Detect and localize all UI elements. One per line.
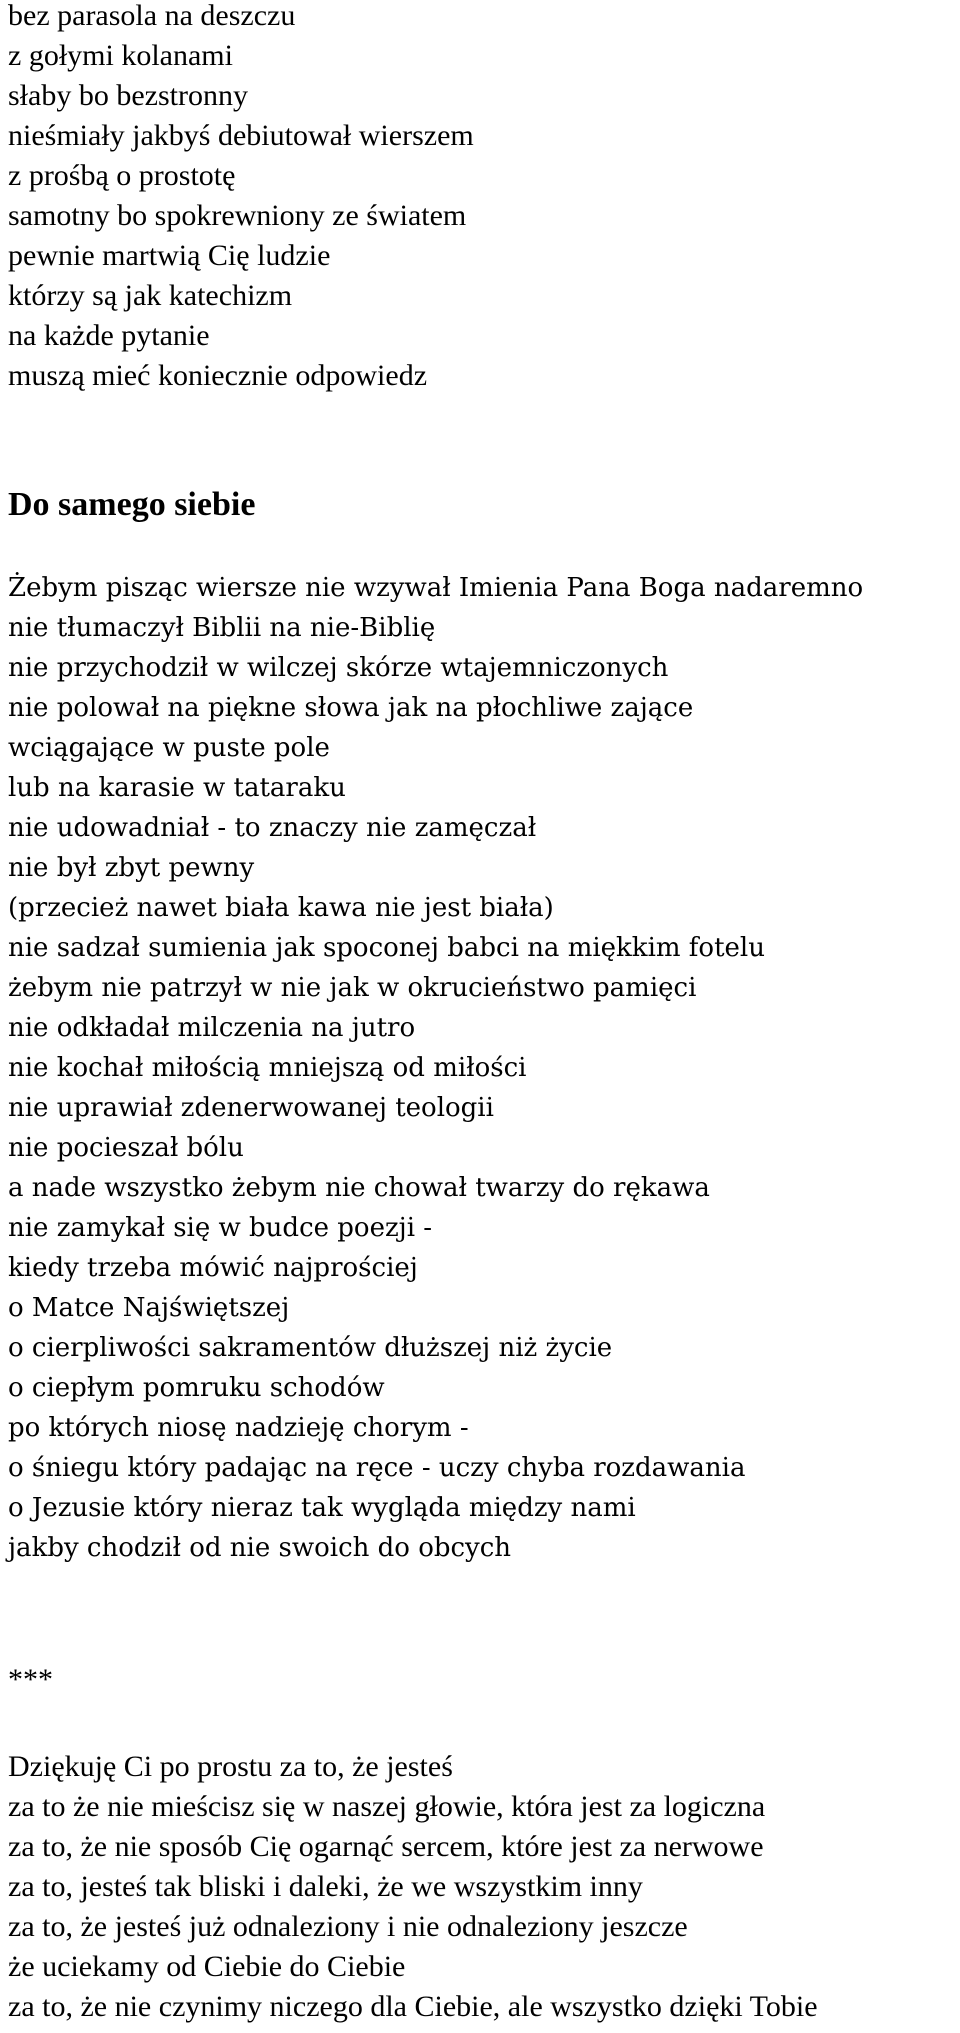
poem-line: z prośbą o prostotę (8, 159, 236, 192)
poem-line: nie przychodził w wilczej skórze wtajemniczonych (8, 653, 669, 683)
poem-line: za to, że nie czynimy niczego dla Ciebie, ale wszystko dzięki Tobie (8, 1990, 818, 2023)
poem-line: a nade wszystko żebym nie chował twarzy do rękawa (8, 1173, 710, 1203)
poem-line: o śniegu który padając na ręce - uczy chyba rozdawania (8, 1453, 746, 1483)
poem-line: nie zamykał się w budce poezji - (8, 1213, 433, 1243)
poem-line: nieśmiały jakbyś debiutował wierszem (8, 119, 474, 152)
poem-line: po których niosę nadzieję chorym - (8, 1413, 469, 1443)
poem-line: nie uprawiał zdenerwowanej teologii (8, 1093, 494, 1123)
poem-line: muszą mieć koniecznie odpowiedz (8, 359, 428, 392)
poem-line: o ciepłym pomruku schodów (8, 1373, 385, 1403)
poem-line: nie sadzał sumienia jak spoconej babci na miękkim fotelu (8, 933, 765, 963)
poem-line: nie odkładał milczenia na jutro (8, 1013, 416, 1043)
poem-line: żebym nie patrzył w nie jak w okrucieństwo pamięci (8, 973, 697, 1003)
poem-line: nie tłumaczył Biblii na nie-Biblię (8, 613, 436, 643)
poem-line: kiedy trzeba mówić najprościej (8, 1253, 418, 1283)
poem-line: z gołymi kolanami (8, 39, 233, 72)
poem-line: Żebym pisząc wiersze nie wzywał Imienia Pana Boga nadaremno (8, 573, 864, 603)
poem-line: słaby bo bezstronny (8, 79, 248, 112)
poem-line: nie kochał miłością mniejszą od miłości (8, 1053, 527, 1083)
poem-line: na każde pytanie (8, 319, 210, 352)
poem-line: że uciekamy od Ciebie do Ciebie (8, 1950, 406, 1983)
poem-line: za to, że jesteś już odnaleziony i nie odnaleziony jeszcze (8, 1910, 688, 1943)
poem-line: pewnie martwią Cię ludzie (8, 239, 331, 272)
poem-separator: *** (8, 1663, 53, 1696)
poem-1 (8, 0, 474, 396)
poem-line: nie pocieszał bólu (8, 1133, 244, 1163)
poem-2 (8, 568, 863, 1568)
poem-line: samotny bo spokrewniony ze światem (8, 199, 467, 232)
poem-line: którzy są jak katechizm (8, 279, 293, 312)
poem-3 (8, 1747, 818, 2027)
poem-line: nie polował na piękne słowa jak na płochliwe zające (8, 693, 694, 723)
poem-line: nie był zbyt pewny (8, 853, 255, 883)
poem-2-title: Do samego siebie (8, 486, 256, 523)
poem-line: za to, jesteś tak bliski i daleki, że we wszystkim inny (8, 1870, 643, 1903)
poem-line: o cierpliwości sakramentów dłuższej niż życie (8, 1333, 613, 1363)
poem-line: Dziękuję Ci po prostu za to, że jesteś (8, 1750, 453, 1783)
poem-line: lub na karasie w tataraku (8, 773, 346, 803)
poem-line: za to, że nie sposób Cię ogarnąć sercem, które jest za nerwowe (8, 1830, 764, 1863)
poem-line: wciągające w puste pole (8, 733, 330, 763)
poem-line: jakby chodził od nie swoich do obcych (8, 1533, 512, 1563)
poem-line: nie udowadniał - to znaczy nie zamęczał (8, 813, 537, 843)
poem-line: o Jezusie który nieraz tak wygląda między nami (8, 1493, 636, 1523)
poem-line: (przecież nawet biała kawa nie jest biała) (8, 893, 554, 923)
poem-line: bez parasola na deszczu (8, 0, 296, 32)
poem-line: o Matce Najświętszej (8, 1293, 290, 1323)
poem-line: za to że nie mieścisz się w naszej głowie, która jest za logiczna (8, 1790, 766, 1823)
